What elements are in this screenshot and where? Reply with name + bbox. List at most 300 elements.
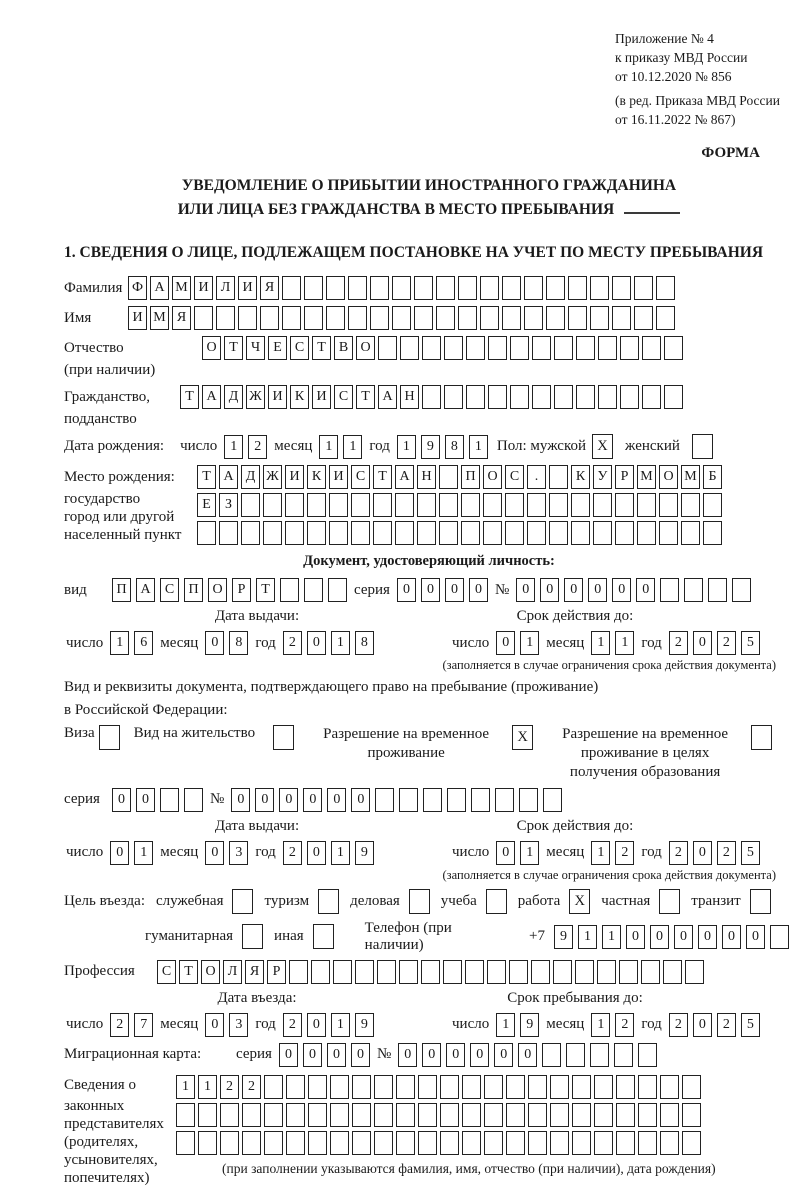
char-cell[interactable]: М — [172, 276, 191, 300]
char-cell[interactable] — [502, 276, 521, 300]
char-cell[interactable] — [656, 276, 675, 300]
char-cell[interactable] — [682, 1075, 701, 1099]
char-cell[interactable]: 1 — [578, 925, 597, 949]
char-cell[interactable] — [566, 1043, 585, 1067]
char-cell[interactable]: С — [351, 465, 370, 489]
char-cell[interactable] — [461, 521, 480, 545]
char-cell[interactable] — [505, 493, 524, 517]
char-cell[interactable] — [546, 276, 565, 300]
char-cell[interactable]: 2 — [669, 1013, 688, 1037]
char-cell[interactable] — [572, 1075, 591, 1099]
char-cell[interactable]: 9 — [355, 1013, 374, 1037]
char-cell[interactable] — [549, 465, 568, 489]
char-cell[interactable]: О — [202, 336, 221, 360]
char-cell[interactable] — [348, 276, 367, 300]
male-checkbox[interactable]: X — [592, 434, 613, 459]
char-cell[interactable] — [374, 1075, 393, 1099]
char-cell[interactable] — [197, 521, 216, 545]
char-cell[interactable]: 2 — [717, 841, 736, 865]
char-cell[interactable]: 0 — [421, 578, 440, 602]
char-cell[interactable]: 2 — [615, 841, 634, 865]
char-cell[interactable] — [594, 1075, 613, 1099]
char-cell[interactable]: 8 — [445, 435, 464, 459]
char-cell[interactable]: И — [329, 465, 348, 489]
char-cell[interactable]: 0 — [446, 1043, 465, 1067]
char-cell[interactable] — [286, 1103, 305, 1127]
char-cell[interactable]: 5 — [741, 841, 760, 865]
char-cell[interactable]: 0 — [398, 1043, 417, 1067]
char-cell[interactable]: Т — [197, 465, 216, 489]
char-cell[interactable] — [220, 1131, 239, 1155]
char-cell[interactable] — [615, 521, 634, 545]
char-cell[interactable] — [461, 493, 480, 517]
char-cell[interactable] — [532, 385, 551, 409]
char-cell[interactable] — [681, 521, 700, 545]
char-cell[interactable] — [554, 336, 573, 360]
char-cell[interactable]: 0 — [494, 1043, 513, 1067]
char-cell[interactable] — [612, 306, 631, 330]
char-cell[interactable]: 3 — [229, 1013, 248, 1037]
char-cell[interactable]: 1 — [331, 631, 350, 655]
char-cell[interactable] — [527, 493, 546, 517]
char-cell[interactable] — [418, 1103, 437, 1127]
char-cell[interactable] — [664, 336, 683, 360]
char-cell[interactable] — [436, 276, 455, 300]
char-cell[interactable] — [488, 336, 507, 360]
char-cell[interactable] — [373, 521, 392, 545]
char-cell[interactable] — [352, 1131, 371, 1155]
char-cell[interactable]: 5 — [741, 1013, 760, 1037]
char-cell[interactable] — [663, 960, 682, 984]
char-cell[interactable] — [612, 276, 631, 300]
char-cell[interactable] — [370, 306, 389, 330]
char-cell[interactable]: Р — [615, 465, 634, 489]
char-cell[interactable] — [439, 521, 458, 545]
char-cell[interactable]: М — [637, 465, 656, 489]
char-cell[interactable]: 0 — [496, 631, 515, 655]
char-cell[interactable]: К — [571, 465, 590, 489]
char-cell[interactable] — [462, 1131, 481, 1155]
char-cell[interactable] — [656, 306, 675, 330]
char-cell[interactable]: 1 — [198, 1075, 217, 1099]
char-cell[interactable] — [282, 306, 301, 330]
char-cell[interactable]: О — [659, 465, 678, 489]
char-cell[interactable] — [528, 1131, 547, 1155]
char-cell[interactable] — [495, 788, 514, 812]
char-cell[interactable] — [263, 521, 282, 545]
char-cell[interactable]: А — [219, 465, 238, 489]
char-cell[interactable]: 0 — [469, 578, 488, 602]
char-cell[interactable]: 6 — [134, 631, 153, 655]
char-cell[interactable]: Р — [267, 960, 286, 984]
char-cell[interactable] — [484, 1103, 503, 1127]
char-cell[interactable] — [348, 306, 367, 330]
char-cell[interactable]: 0 — [303, 788, 322, 812]
char-cell[interactable]: Р — [232, 578, 251, 602]
char-cell[interactable]: А — [395, 465, 414, 489]
char-cell[interactable]: С — [160, 578, 179, 602]
char-cell[interactable] — [198, 1103, 217, 1127]
char-cell[interactable] — [528, 1075, 547, 1099]
char-cell[interactable]: 2 — [283, 631, 302, 655]
char-cell[interactable] — [571, 521, 590, 545]
char-cell[interactable]: С — [505, 465, 524, 489]
char-cell[interactable] — [531, 960, 550, 984]
char-cell[interactable]: Е — [268, 336, 287, 360]
char-cell[interactable] — [703, 521, 722, 545]
char-cell[interactable]: 9 — [520, 1013, 539, 1037]
char-cell[interactable] — [488, 385, 507, 409]
char-cell[interactable] — [220, 1103, 239, 1127]
char-cell[interactable] — [484, 1131, 503, 1155]
purpose-private-checkbox[interactable] — [659, 889, 680, 914]
char-cell[interactable] — [326, 276, 345, 300]
char-cell[interactable] — [549, 493, 568, 517]
char-cell[interactable]: 1 — [319, 435, 338, 459]
char-cell[interactable] — [571, 493, 590, 517]
char-cell[interactable]: 0 — [693, 1013, 712, 1037]
female-checkbox[interactable] — [692, 434, 713, 459]
char-cell[interactable] — [351, 493, 370, 517]
char-cell[interactable] — [330, 1075, 349, 1099]
char-cell[interactable]: Ч — [246, 336, 265, 360]
char-cell[interactable]: 0 — [397, 578, 416, 602]
char-cell[interactable] — [638, 1075, 657, 1099]
char-cell[interactable]: И — [285, 465, 304, 489]
purpose-tourism-checkbox[interactable] — [318, 889, 339, 914]
char-cell[interactable] — [682, 1103, 701, 1127]
char-cell[interactable] — [524, 276, 543, 300]
char-cell[interactable] — [242, 1131, 261, 1155]
char-cell[interactable] — [684, 578, 703, 602]
char-cell[interactable] — [549, 521, 568, 545]
char-cell[interactable]: 3 — [229, 841, 248, 865]
char-cell[interactable] — [264, 1103, 283, 1127]
char-cell[interactable]: М — [150, 306, 169, 330]
char-cell[interactable] — [326, 306, 345, 330]
char-cell[interactable] — [421, 960, 440, 984]
char-cell[interactable] — [280, 578, 299, 602]
char-cell[interactable] — [311, 960, 330, 984]
char-cell[interactable] — [572, 1103, 591, 1127]
char-cell[interactable] — [593, 521, 612, 545]
char-cell[interactable] — [550, 1131, 569, 1155]
char-cell[interactable] — [286, 1075, 305, 1099]
char-cell[interactable]: 0 — [327, 1043, 346, 1067]
char-cell[interactable] — [568, 306, 587, 330]
char-cell[interactable] — [184, 788, 203, 812]
purpose-official-checkbox[interactable] — [232, 889, 253, 914]
char-cell[interactable] — [465, 960, 484, 984]
char-cell[interactable] — [304, 276, 323, 300]
char-cell[interactable]: 1 — [331, 841, 350, 865]
char-cell[interactable] — [308, 1103, 327, 1127]
char-cell[interactable] — [447, 788, 466, 812]
char-cell[interactable] — [660, 1075, 679, 1099]
char-cell[interactable] — [598, 385, 617, 409]
char-cell[interactable] — [444, 385, 463, 409]
char-cell[interactable]: 0 — [279, 788, 298, 812]
char-cell[interactable]: 9 — [355, 841, 374, 865]
char-cell[interactable]: 1 — [397, 435, 416, 459]
char-cell[interactable]: Ф — [128, 276, 147, 300]
char-cell[interactable]: 0 — [351, 788, 370, 812]
char-cell[interactable] — [378, 336, 397, 360]
char-cell[interactable]: О — [483, 465, 502, 489]
char-cell[interactable]: 0 — [746, 925, 765, 949]
char-cell[interactable] — [659, 493, 678, 517]
char-cell[interactable]: 8 — [355, 631, 374, 655]
char-cell[interactable]: 5 — [741, 631, 760, 655]
char-cell[interactable] — [436, 306, 455, 330]
char-cell[interactable] — [594, 1103, 613, 1127]
char-cell[interactable]: 0 — [496, 841, 515, 865]
char-cell[interactable] — [664, 385, 683, 409]
char-cell[interactable]: С — [334, 385, 353, 409]
char-cell[interactable]: 1 — [591, 631, 610, 655]
char-cell[interactable]: З — [219, 493, 238, 517]
char-cell[interactable] — [546, 306, 565, 330]
char-cell[interactable]: 0 — [698, 925, 717, 949]
purpose-transit-checkbox[interactable] — [750, 889, 771, 914]
char-cell[interactable] — [572, 1131, 591, 1155]
purpose-humanitarian-checkbox[interactable] — [242, 924, 263, 949]
char-cell[interactable]: О — [201, 960, 220, 984]
char-cell[interactable]: 0 — [445, 578, 464, 602]
char-cell[interactable] — [308, 1131, 327, 1155]
char-cell[interactable] — [238, 306, 257, 330]
char-cell[interactable]: У — [593, 465, 612, 489]
char-cell[interactable]: 1 — [615, 631, 634, 655]
char-cell[interactable] — [330, 1131, 349, 1155]
char-cell[interactable]: 2 — [283, 841, 302, 865]
char-cell[interactable]: 1 — [469, 435, 488, 459]
char-cell[interactable]: Б — [703, 465, 722, 489]
char-cell[interactable]: 0 — [205, 841, 224, 865]
char-cell[interactable] — [634, 276, 653, 300]
char-cell[interactable]: 2 — [242, 1075, 261, 1099]
char-cell[interactable]: 1 — [331, 1013, 350, 1037]
char-cell[interactable] — [422, 385, 441, 409]
char-cell[interactable] — [616, 1131, 635, 1155]
char-cell[interactable]: 0 — [693, 841, 712, 865]
char-cell[interactable] — [483, 521, 502, 545]
char-cell[interactable]: 0 — [588, 578, 607, 602]
char-cell[interactable]: 2 — [283, 1013, 302, 1037]
char-cell[interactable] — [598, 336, 617, 360]
char-cell[interactable]: 2 — [248, 435, 267, 459]
char-cell[interactable] — [708, 578, 727, 602]
char-cell[interactable] — [597, 960, 616, 984]
char-cell[interactable]: И — [312, 385, 331, 409]
char-cell[interactable]: 2 — [717, 1013, 736, 1037]
char-cell[interactable] — [264, 1131, 283, 1155]
char-cell[interactable] — [593, 493, 612, 517]
char-cell[interactable]: 1 — [496, 1013, 515, 1037]
char-cell[interactable] — [443, 960, 462, 984]
char-cell[interactable]: 0 — [136, 788, 155, 812]
char-cell[interactable]: С — [290, 336, 309, 360]
char-cell[interactable]: 0 — [518, 1043, 537, 1067]
char-cell[interactable]: 1 — [176, 1075, 195, 1099]
char-cell[interactable]: И — [238, 276, 257, 300]
char-cell[interactable]: К — [307, 465, 326, 489]
char-cell[interactable]: 0 — [205, 1013, 224, 1037]
char-cell[interactable] — [414, 276, 433, 300]
char-cell[interactable] — [286, 1131, 305, 1155]
char-cell[interactable] — [510, 385, 529, 409]
char-cell[interactable] — [634, 306, 653, 330]
char-cell[interactable]: 2 — [615, 1013, 634, 1037]
char-cell[interactable]: П — [461, 465, 480, 489]
char-cell[interactable] — [642, 385, 661, 409]
char-cell[interactable] — [532, 336, 551, 360]
char-cell[interactable]: 0 — [612, 578, 631, 602]
char-cell[interactable]: 1 — [591, 1013, 610, 1037]
char-cell[interactable] — [285, 493, 304, 517]
char-cell[interactable]: И — [128, 306, 147, 330]
char-cell[interactable]: Д — [241, 465, 260, 489]
char-cell[interactable]: . — [527, 465, 546, 489]
char-cell[interactable] — [462, 1075, 481, 1099]
char-cell[interactable] — [216, 306, 235, 330]
visa-checkbox[interactable] — [99, 725, 120, 750]
char-cell[interactable] — [703, 493, 722, 517]
char-cell[interactable] — [440, 1103, 459, 1127]
char-cell[interactable]: Я — [172, 306, 191, 330]
char-cell[interactable] — [333, 960, 352, 984]
char-cell[interactable]: 7 — [134, 1013, 153, 1037]
char-cell[interactable] — [542, 1043, 561, 1067]
char-cell[interactable] — [660, 1103, 679, 1127]
char-cell[interactable]: Ж — [246, 385, 265, 409]
char-cell[interactable] — [527, 521, 546, 545]
char-cell[interactable]: 0 — [303, 1043, 322, 1067]
char-cell[interactable] — [487, 960, 506, 984]
char-cell[interactable] — [399, 788, 418, 812]
char-cell[interactable]: 1 — [110, 631, 129, 655]
char-cell[interactable] — [519, 788, 538, 812]
char-cell[interactable]: 0 — [422, 1043, 441, 1067]
char-cell[interactable] — [641, 960, 660, 984]
char-cell[interactable] — [543, 788, 562, 812]
char-cell[interactable] — [355, 960, 374, 984]
char-cell[interactable] — [568, 276, 587, 300]
char-cell[interactable] — [304, 306, 323, 330]
char-cell[interactable]: И — [194, 276, 213, 300]
char-cell[interactable]: 0 — [110, 841, 129, 865]
char-cell[interactable] — [466, 385, 485, 409]
char-cell[interactable] — [392, 276, 411, 300]
char-cell[interactable]: В — [334, 336, 353, 360]
char-cell[interactable]: А — [378, 385, 397, 409]
char-cell[interactable]: 1 — [591, 841, 610, 865]
char-cell[interactable] — [620, 385, 639, 409]
char-cell[interactable] — [554, 385, 573, 409]
char-cell[interactable] — [399, 960, 418, 984]
char-cell[interactable] — [506, 1131, 525, 1155]
char-cell[interactable]: Я — [260, 276, 279, 300]
char-cell[interactable] — [550, 1075, 569, 1099]
char-cell[interactable]: 2 — [669, 841, 688, 865]
residence-permit-checkbox[interactable] — [273, 725, 294, 750]
edu-permit-checkbox[interactable] — [751, 725, 772, 750]
char-cell[interactable] — [466, 336, 485, 360]
char-cell[interactable]: 2 — [669, 631, 688, 655]
char-cell[interactable]: И — [268, 385, 287, 409]
char-cell[interactable] — [637, 493, 656, 517]
char-cell[interactable]: 0 — [564, 578, 583, 602]
char-cell[interactable] — [352, 1103, 371, 1127]
char-cell[interactable]: 9 — [554, 925, 573, 949]
char-cell[interactable] — [395, 521, 414, 545]
char-cell[interactable] — [417, 493, 436, 517]
char-cell[interactable] — [176, 1131, 195, 1155]
char-cell[interactable]: 0 — [626, 925, 645, 949]
char-cell[interactable] — [374, 1103, 393, 1127]
char-cell[interactable]: 1 — [520, 631, 539, 655]
char-cell[interactable] — [506, 1103, 525, 1127]
char-cell[interactable]: Н — [400, 385, 419, 409]
char-cell[interactable] — [637, 521, 656, 545]
char-cell[interactable]: С — [157, 960, 176, 984]
char-cell[interactable]: О — [208, 578, 227, 602]
char-cell[interactable] — [370, 276, 389, 300]
char-cell[interactable] — [575, 960, 594, 984]
char-cell[interactable] — [462, 1103, 481, 1127]
char-cell[interactable] — [682, 1131, 701, 1155]
char-cell[interactable] — [590, 306, 609, 330]
char-cell[interactable] — [638, 1103, 657, 1127]
char-cell[interactable] — [307, 521, 326, 545]
char-cell[interactable] — [444, 336, 463, 360]
char-cell[interactable] — [576, 385, 595, 409]
char-cell[interactable]: Т — [373, 465, 392, 489]
char-cell[interactable] — [307, 493, 326, 517]
char-cell[interactable] — [616, 1075, 635, 1099]
char-cell[interactable] — [264, 1075, 283, 1099]
char-cell[interactable] — [638, 1043, 657, 1067]
char-cell[interactable] — [553, 960, 572, 984]
purpose-work-checkbox[interactable]: X — [569, 889, 590, 914]
char-cell[interactable] — [439, 493, 458, 517]
char-cell[interactable]: Т — [256, 578, 275, 602]
char-cell[interactable]: П — [184, 578, 203, 602]
char-cell[interactable] — [375, 788, 394, 812]
char-cell[interactable] — [219, 521, 238, 545]
char-cell[interactable]: 0 — [693, 631, 712, 655]
char-cell[interactable] — [396, 1075, 415, 1099]
char-cell[interactable] — [328, 578, 347, 602]
char-cell[interactable]: 0 — [307, 841, 326, 865]
char-cell[interactable]: Т — [356, 385, 375, 409]
char-cell[interactable]: 0 — [470, 1043, 489, 1067]
char-cell[interactable] — [458, 276, 477, 300]
char-cell[interactable] — [289, 960, 308, 984]
char-cell[interactable] — [619, 960, 638, 984]
purpose-business-checkbox[interactable] — [409, 889, 430, 914]
char-cell[interactable] — [484, 1075, 503, 1099]
char-cell[interactable] — [440, 1131, 459, 1155]
char-cell[interactable] — [400, 336, 419, 360]
char-cell[interactable] — [594, 1131, 613, 1155]
char-cell[interactable] — [330, 1103, 349, 1127]
char-cell[interactable]: П — [112, 578, 131, 602]
char-cell[interactable] — [615, 493, 634, 517]
char-cell[interactable] — [590, 1043, 609, 1067]
char-cell[interactable] — [660, 578, 679, 602]
char-cell[interactable] — [395, 493, 414, 517]
